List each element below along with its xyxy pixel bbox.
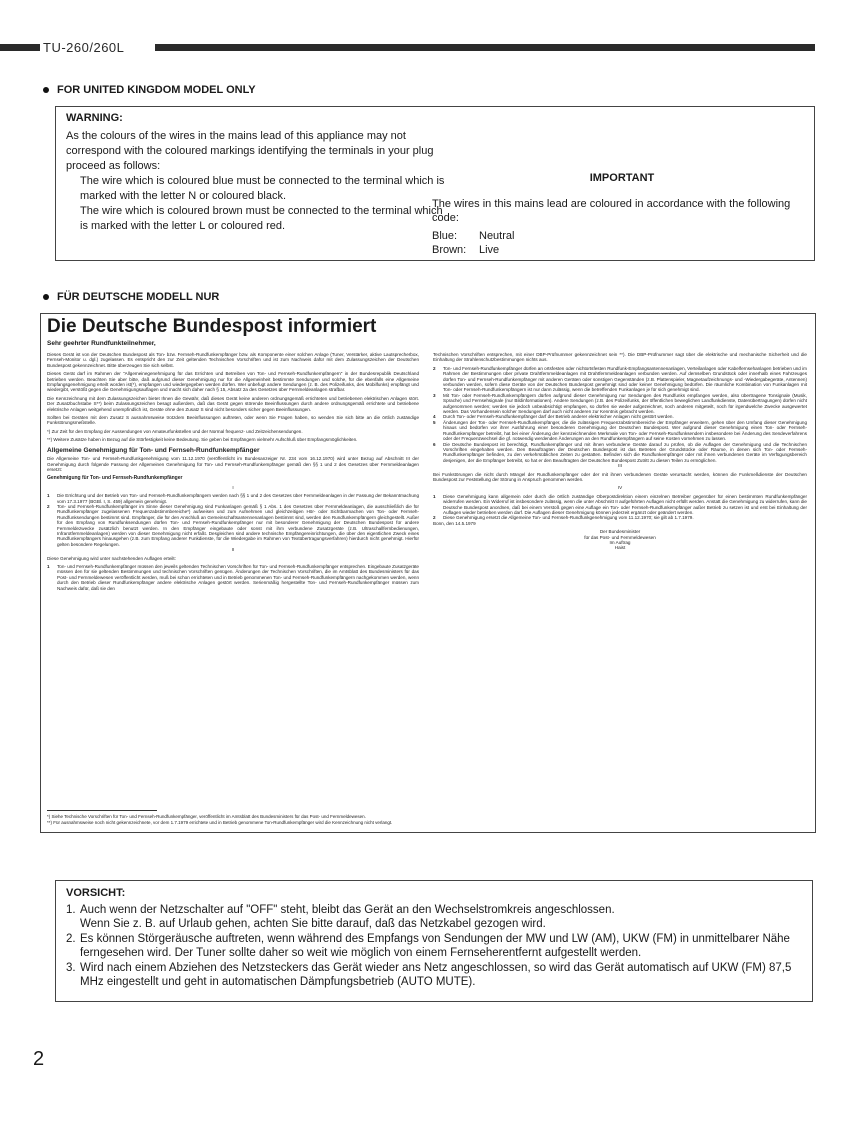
warning-brown: The wire which is coloured brown must be connected to the terminal which is marked with the letter L or coloured red. — [80, 205, 443, 232]
important-text: The wires in this mains lead are coloured in accordance with the following code: — [432, 198, 791, 224]
de-section-heading: FÜR DEUTSCHE MODELL NUR — [43, 291, 219, 303]
important-title: IMPORTANT — [589, 172, 655, 184]
warning-intro: As the colours of the wires in the mains lead of this appliance may not correspond with the coloured markings identifying the terminals in your plug proceed as follows: — [66, 130, 434, 172]
section-heading: Allgemeine Genehmigung für Ton- und Fernseh-Rundfunkempfänger — [47, 446, 260, 454]
numbered-item: 5 Änderungen der Ton- oder Fernseh-Rundfunkempfänger, die die zulässigen Frequenzabstimmbereiche der Empfänger erweitern, gehen über den Umfang dieser Genehmigung hinaus und bedürfen vor ihrer Ausführung einer besonderen Genehmigung der Deutschen Bundespost. Wer aufgrund dieser Genehmigung einen Ton- oder Fernseh-Rundfunkempfänger betreibt, hat bei einer Änderung der kennzeichnenden Merkmale von Ton- oder Fernseh-Rundfunksendern insbesondere bei Änderung des Sendeverfahrens oder der Frequenzwechsel die gf. notwendig werdenden Änderungen an den Rundfunkempfängern auf seine Kosten vornehmen zu lassen. — [433, 419, 807, 442]
paragraph: Technischen Vorschriften entsprechen, mit einer DBP-Prüfnummer gekennzeichnet sein **). Die DBP-Prüfnummer sagt über die elektrische und mechanische Sicherheit und die Einhaltung der Strahlenschutzbestimmungen nichts aus. — [433, 352, 807, 363]
signature-date: Bonn, den 14.5.1979 — [433, 520, 476, 526]
numbered-item: 2 Diese Genehmigung ersetzt die Allgemeine Ton- und Fernseh-Rundfunkgenehmigung vom 11.12.1970; sie gilt ab 1.7.1979. — [433, 515, 694, 521]
subsection-heading: Genehmigung für Ton- und Fernseh-Rundfunkempfänger — [47, 475, 183, 482]
model-number: TU-260/260L — [43, 40, 125, 55]
numbered-item: 2 Ton- und Fernseh-Rundfunkempfänger dürfen an ortsfesten oder nichtortsfesten Rundfunk-Empfangsantennenanlagen, Verteilanlagen oder Kabelfernsehanlagen betrieben und im Rahmen der Bestimmungen über private Drahtfernmeldeanlagen mit Drahtfernmeldeanlagen verbunden werden. Auf demselben Grundstück oder innerhalb eines Fahrzeuges dürfen Ton- und Fernseh-Rundfunkempfänger mit anderen Geräten oder sonstigen Gegenständen (z.B. Plattenspieler, Magnetaufzeichnungs- und -Wiedergabegeräte, Antennen) verbunden werden, sofern diese Geräte von der Deutschen Bundespost genehmigt sind oder keiner Genehmigung bedürfen. Die räumliche Kombination von Funkanlagen mit Ton- oder Fernseh-Rundfunkempfängern ist nur dann zulässig, wenn die betreffenden Funkanlagen je für sich genehmigt sind. — [433, 365, 807, 393]
bundespost-notice-box — [40, 313, 816, 833]
vorsicht-title: VORSICHT: — [66, 887, 126, 899]
paragraph: Die Kennzeichnung mit dem Zulassungszeichen bietet Ihnen die Gewähr, daß dieses Gerät keine anderen ordnungsgemäß errichteten und betriebenen elektrischen Anlagen stört. Der Zusatzbuchstabe S**) beim Zulassungszeichen besagt außerdem, daß das Gerät gegen störende Beeinflussungen durch andere ordnungsgemäß errichtete und betriebene elektrische Anlagen weitgehend unempfindlich ist, Geräte ohne den Zusatz S sind nicht besonders sicher gegen Beeinflussungen. — [47, 395, 419, 412]
page-header — [0, 40, 866, 54]
notice-salutation: Sehr geehrter Rundfunkteilnehmer, — [47, 340, 156, 347]
numbered-item: 3 Mit Ton- oder Fernseh-Rundfunkempfängern dürfen aufgrund dieser Genehmigung nur Sendungen des Rundfunks empfangen werden, also übertragene Tonsignale (Musik, Sprache) und Fernsehsignale (nur Bildinformationen). Andere Sendungen (z.B. des Polizeifunks, der öffentlichen beweglichen Landfunkdienste, Datenübertragungen) dürfen nicht aufgenommen werden; werden sie jedoch unbeabsichtigt empfangen, so dürfen sie weder aufgezeichnet, noch anderen mitgeteilt, noch für irgendwelche Zwecke ausgewertet werden. Das Vorhandensein solcher Sendungen darf auch nicht anderen zur Kenntnis gebracht werden. — [433, 392, 807, 415]
vorsicht-box — [55, 880, 813, 1002]
notice-left-column — [47, 352, 419, 591]
paragraph: Dieses Gerät darf im Rahmen der "Allgemeinegenehmigung für das Errichten und Betreiben von Ton- und Fernseh-Rundfunkempfängern" in der Bundesrepublik Deutschland betrieben werden. Beachten Sie aber bitte, daß aufgrund dieser Genehmigung nur für die Allgemeinheit bestimmte Sendungen und solche, für die ebenfalls eine Allgemeine Empfangsgenehmigung erteilt worden ist(*), empfangen und wiedergegeben werden dürfen. Wer unbefugt andere Sendungen (z. B. des Polizeifunks, des Mobilfunks) empfängt und wiedergibt, verstößt gegen die Genehmigungsauflagen und macht sich daher nach § 15, Absatz 2a des Gesetzes über Fernmeldeanlagen strafbar. — [47, 371, 419, 393]
bullet-icon — [43, 87, 49, 93]
footnote-rule — [47, 810, 157, 811]
header-rule-left — [0, 44, 40, 51]
paragraph: Sollten bei Geräten mit dem Zusatz S ausnahmsweise trotzdem Beeinflussungen auftreten, oder wenn Sie Fragen haben, so wenden Sie sich bitte an die örtlich zuständige Funkstörungsmeßstelle. — [47, 415, 419, 426]
notice-title: Die Deutsche Bundespost informiert — [47, 316, 377, 337]
paragraph: Diese Genehmigung wird unter nachstehenden Auflagen erteilt: — [47, 555, 176, 561]
notice-right-column — [433, 352, 807, 551]
roman-numeral: III — [618, 463, 622, 469]
numbered-item: 1 Diese Genehmigung kann allgemein oder durch die örtlich zuständige Oberpostdirektion einem einzelnen Betreiber gegenüber für einen bestimmten Rundfunkempfänger widerrufen werden. Ein Widerruf ist insbesondere zulässig, wenn die unter Abschnitt II aufgeführten Auflagen nicht erfüllt werden. Anstatt die Genehmigung zu widerrufen, kann die Deutsche Bundespost anordnen, daß bei einem Verstoß gegen eine Auflage ein Ton- oder Fernseh-Rundfunkempfänger außer Betrieb zu setzen ist und erst bei Einhaltung der Auflagen wieder betrieben werden darf. Die Auflagen dieser Genehmigung können jederzeit ergänzt oder geändert werden. — [433, 493, 807, 515]
list-item: 3. Wird nach einem Abziehen des Netzsteckers das Gerät wieder ans Netz angeschlossen, so wird das Gerät automatisch auf UKW (FM) 87,5 MHz eingestellt und geht in automatischen Dämpfungsbetrieb (AUTO MUTE). — [66, 962, 792, 988]
roman-numeral: IV — [617, 485, 623, 491]
numbered-item: 2 Ton- und Fernseh-Rundfunkempfänger im Sinne dieser Genehmigung sind Funkanlagen gemäß § 1 Abs. 1 des Gesetzes über Fernmeldeanlagen, die ausschließlich die für Rundfunkempfänger zugelassenen Frequenzabstimmbereiche*) aufweisen und zum Aufnehmen und gleichzeitigen Hör- oder Sichtbarmachen von Ton- oder Fernseh-Rundfunksendungen bestimmt sind. Empfänger, die für den Anschluß an Gemeinschaftsantennenanlagen bestimmt sind, werden den Rundfunkempfängern gleichgestellt. Außer für den Empfang von Rundfunksendungen dürfen Ton- und Fernseh-Rundfunkempfänger nur mit besonderer Genehmigung der Deutschen Bundespost für andere Fernmeldezwecke zusätzlich benutzt werden. In den Empfänger eingebaute oder sonst mit ihm verbundene Zusatzgeräte (z.B. Ultraschallfernbedienungen, Infrarotfernmeldeanlagen) werden von dieser Genehmigung nicht erfaßt. Desgleichen sind andere technische Empfängereinrichtungen, die über den eigentlichen Zweck eines Rundfunkempfängers hinausgehen (z.B. zum Empfang anderer Funkdienste, für die Wiedergabe im Rahmen von Textübertragungsverfahren) hierdurch nicht genehmigt. Hierfür gelten besondere Regelungen. — [47, 503, 419, 547]
list-item: 1. Auch wenn der Netzschalter auf "OFF" steht, bleibt das Gerät an den Wechselstromkreis angeschlossen. Wenn Sie z. B. auf Urlaub gehen, achten Sie bitte darauf, daß das Netzkabel gezogen wird. — [66, 904, 615, 930]
signature-block: Der Bundesminister für das Post- und Fernmeldewesen Im Auftrag Haist — [584, 529, 656, 551]
important-panel — [432, 171, 812, 257]
footnote: *) Siehe Technische Vorschriften für Ton- und Fernseh-Rundfunkempfänger, veröffentlicht im Amtsblatt des Bundesministers für das Post- und Fernmeldewesen. — [47, 814, 366, 819]
paragraph: Dieses Gerät ist von der Deutschen Bundespost als Ton- bzw. Fernseh-Rundfunkempfänger bzw. als Komponente einer solchen Anlage (Tuner, Verstärker, aktive Lautsprecherbox, Fernseh-Monitor u. dgl.) zugelassen. Es entspricht den zur Zeit geltenden Technischen Vorschriften und ist zum Nachweis dafür mit dem Zulassungszeichen der Deutschen Bundespost gekennzeichnet. Bitte überzeugen Sie sich selbst. — [47, 352, 419, 368]
footnote-text: **) Weitere Zusätze haben in Bezug auf die Störfestigkeit keine Bedeutung. Sie geben bei Empfängern vielmehr Aufschluß über Empfangsmöglichkeiten. — [47, 437, 358, 443]
numbered-item: 4 Durch Ton- oder Fernseh-Rundfunkempfänger darf der Betrieb anderer elektrischer Anlagen nicht gestört werden. — [433, 414, 674, 420]
uk-section-heading: FOR UNITED KINGDOM MODEL ONLY — [43, 84, 256, 96]
footnote: **) Für ausnahmsweise noch nicht gekennzeichnete, vor dem 1.7.1979 errichtete und in Betrieb genommene Ton-Rundfunkempfänger wird die Kennzeichnung nicht verlangt. — [47, 820, 393, 825]
uk-warning-box — [55, 106, 815, 261]
roman-numeral: I — [232, 484, 234, 490]
vorsicht-list — [66, 903, 801, 990]
header-rule-right — [155, 44, 815, 51]
warning-body — [66, 129, 451, 234]
page-number: 2 — [33, 1048, 45, 1070]
numbered-item: 6 Die Deutsche Bundespost ist berechtigt, Rundfunkempfänger und mit ihnen verbundene Geräte darauf zu prüfen, ob die Auflagen der Genehmigung und die Technischen Vorschriften eingehalten werden. Den Beauftragten der Deutschen Bundespost ist das Betreten der Grundstücke oder Räume, in denen sich Ton- oder Fernseh-Rundfunkempfänger befinden, zu den verkehrsüblichen Zeiten zu gestatten. Befinden sich die Rundfunkempfänger oder mit ihnen verbundenen Geräte im Verfügungsbereich desjenigen, der die Empfänger betreibt, so hat er den Beauftragten der Deutschen Bundespost Zutritt zu diesen Teilen zu ermöglichen. — [433, 441, 807, 463]
wire-code-brown: Brown: Live — [432, 244, 500, 256]
bullet-icon — [43, 294, 49, 300]
wire-code-blue: Blue: Neutral — [432, 230, 515, 242]
numbered-item: 1 Ton- und Fernseh-Rundfunkempfänger müssen den jeweils geltenden Technischen Vorschriften für Ton- und Fernseh-Rundfunkempfänger entsprechen. Eingebaute Zusatzgeräte müssen den für sie geltenden Bestimmungen und technischen Vorschriften genügen. Änderungen der Technischen Vorschriften, die im Amtsblatt des Bundesministers für das Post- und Fernmeldewesen veröffentlicht werden, muß bei schon errichteten und in Betrieb genommenen Ton- und Fernseh-Rundfunkempfängern nachgekommen werden, wenn durch den Betrieb dieser Rundfunkempfänger andere elektrische Anlagen gestört werden. Serienmäßig hergestellte Ton- und Fernseh-Rundfunkempfänger müssen zum Nachweis dafür, daß sie den — [47, 564, 419, 591]
numbered-item: 1 Die Errichtung und der Betrieb von Ton- und Fernseh-Rundfunkempfängern werden nach §§ 1 und 2 des Gesetzes über Fernmeldeanlagen in der Fassung der Bekanntmachung vom 17.3.1977 (BGBl. I, S. 459) allgemein genehmigt. — [47, 493, 419, 504]
footnotes — [47, 814, 807, 826]
list-item: 2. Es können Störgeräusche auftreten, wenn während des Empfangs von Sendungen der MW und LW (AM), UKW (FM) in unmittelbarer Nähe ferngesehen wird. Der Tuner sollte daher so weit wie möglich von einem Fernseherentfernt aufgestellt werden. — [66, 933, 790, 959]
paragraph: Die Allgemeine Ton- und Fernseh-Rundfunkgenehmigung vom 11.12.1970 (veröffentlicht im Bundesanzeiger Nr. 234 vom 16.12.1970) wird unter Bezug auf Abschnitt III der Genehmigung durch folgende Fassung der Allgemeinen Genehmigung für Ton- und Fernseh-Rundfunkempfänger gemäß den §§ 1 und 2 des Gesetzes über Fernmeldeanlagen ersetzt: — [47, 456, 419, 472]
paragraph: Bei Funkstörungen die nicht durch Mängel der Rundfunkempfänger oder der mit ihnen verbundenen Geräte verursacht werden, können die Funkmeßdienste der Deutschen Bundespost zur Feststellung der Störung in Anspruch genommen werden. — [433, 471, 807, 482]
warning-title: WARNING: — [66, 112, 123, 124]
roman-numeral: II — [231, 547, 235, 553]
footnote-text: *) Zur Zeit für den Empfang der Aussendungen von Amateurfunkstellen und der Normal frequenz- und Zeitzeichensendungen. — [47, 428, 303, 434]
warning-blue: The wire which is coloured blue must be connected to the terminal which is marked with the letter N or coloured black. — [80, 175, 445, 202]
